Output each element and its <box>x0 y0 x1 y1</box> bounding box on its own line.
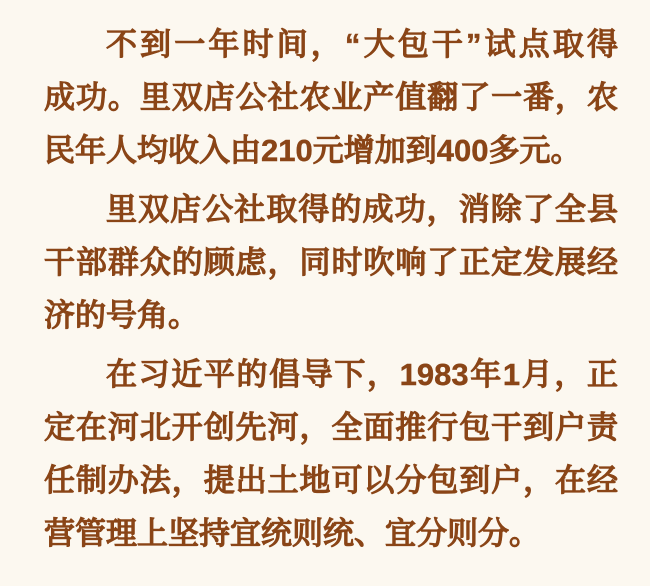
text-line: 不到一年时间，“大包干”试点取得 <box>106 27 618 62</box>
text-line: 定在河北开创先河，全面推行包干到户责 <box>44 410 618 445</box>
text-line: 里双店公社取得的成功，消除了全县 <box>106 192 618 227</box>
paragraph <box>44 348 618 560</box>
text-line: 济的号角。 <box>44 298 199 333</box>
text-line: 成功。里双店公社农业产值翻了一番，农 <box>44 80 618 115</box>
paragraph <box>44 183 618 342</box>
text-line: 干部群众的顾虑，同时吹响了正定发展经 <box>44 245 618 280</box>
text-line: 在习近平的倡导下，1983年1月，正 <box>106 357 618 392</box>
paragraph <box>44 18 618 177</box>
text-line: 任制办法，提出土地可以分包到户，在经 <box>44 463 618 498</box>
text-line: 营管理上坚持宜统则统、宜分则分。 <box>44 516 540 551</box>
text-line: 民年人均收入由210元增加到400多元。 <box>44 133 582 168</box>
